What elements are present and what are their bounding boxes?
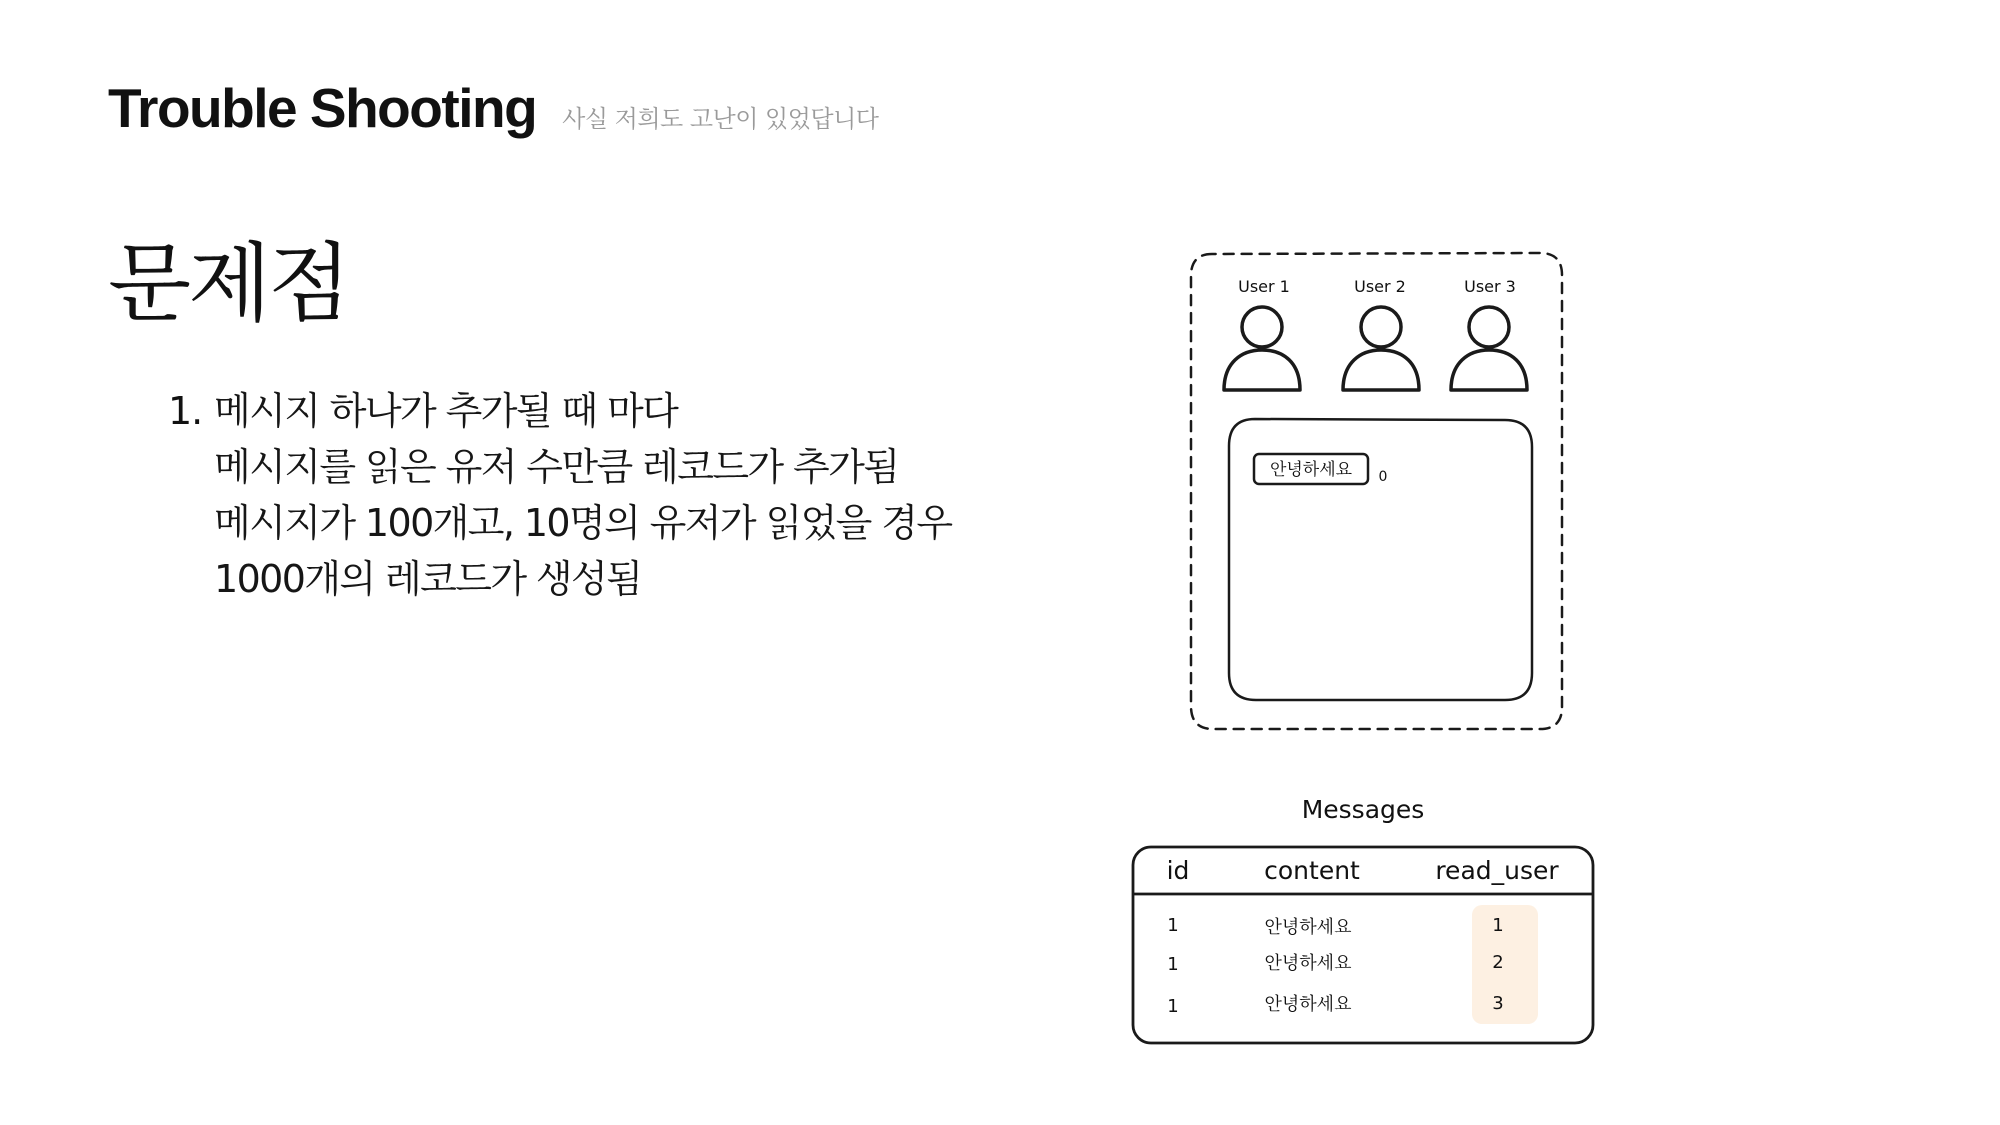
user-icon: [1451, 307, 1527, 390]
user-1-label: User 1: [1238, 277, 1290, 296]
chat-window-sketch: [1191, 253, 1562, 729]
problem-line: 메시지를 읽은 유저 수만큼 레코드가 추가됨: [214, 445, 899, 489]
problem-line: 메시지가 100개고, 10명의 유저가 읽었을 경우: [214, 501, 952, 545]
user-icon: [1224, 307, 1300, 390]
cell-content: 안녕하세요: [1264, 917, 1352, 938]
problem-line: 1000개의 레코드가 생성됨: [214, 557, 642, 601]
header-subtitle: 사실 저희도 고난이 있었답니다: [562, 105, 879, 133]
column-header-read-user: read_user: [1435, 856, 1559, 885]
cell-id: 1: [1167, 915, 1179, 936]
cell-read-user: 3: [1492, 993, 1504, 1014]
cell-read-user: 1: [1492, 915, 1504, 936]
table-title: Messages: [1301, 795, 1425, 824]
cell-id: 1: [1167, 996, 1179, 1017]
user-icon: [1343, 307, 1419, 390]
table-row: [1167, 915, 1503, 938]
message-bubble-text: 안녕하세요: [1269, 460, 1353, 480]
user-3-label: User 3: [1464, 277, 1516, 296]
problem-number: 1.: [168, 389, 203, 433]
chat-room-dashed-border: [1191, 253, 1562, 729]
header-title: Trouble Shooting: [108, 77, 537, 139]
message-read-count: 0: [1378, 469, 1388, 485]
problem-line: 메시지 하나가 추가될 때 마다: [214, 389, 678, 433]
cell-id: 1: [1167, 954, 1179, 975]
read-user-highlight: [1472, 905, 1538, 1024]
table-row: [1167, 993, 1503, 1017]
user-2-label: User 2: [1354, 277, 1406, 296]
section-title: 문제점: [108, 234, 349, 334]
cell-content: 안녕하세요: [1264, 953, 1352, 974]
cell-read-user: 2: [1492, 952, 1504, 973]
column-header-id: id: [1166, 856, 1190, 885]
cell-content: 안녕하세요: [1264, 994, 1352, 1015]
column-header-content: content: [1264, 856, 1360, 885]
table-row: [1167, 952, 1503, 975]
messages-table-sketch: [1133, 795, 1593, 1043]
